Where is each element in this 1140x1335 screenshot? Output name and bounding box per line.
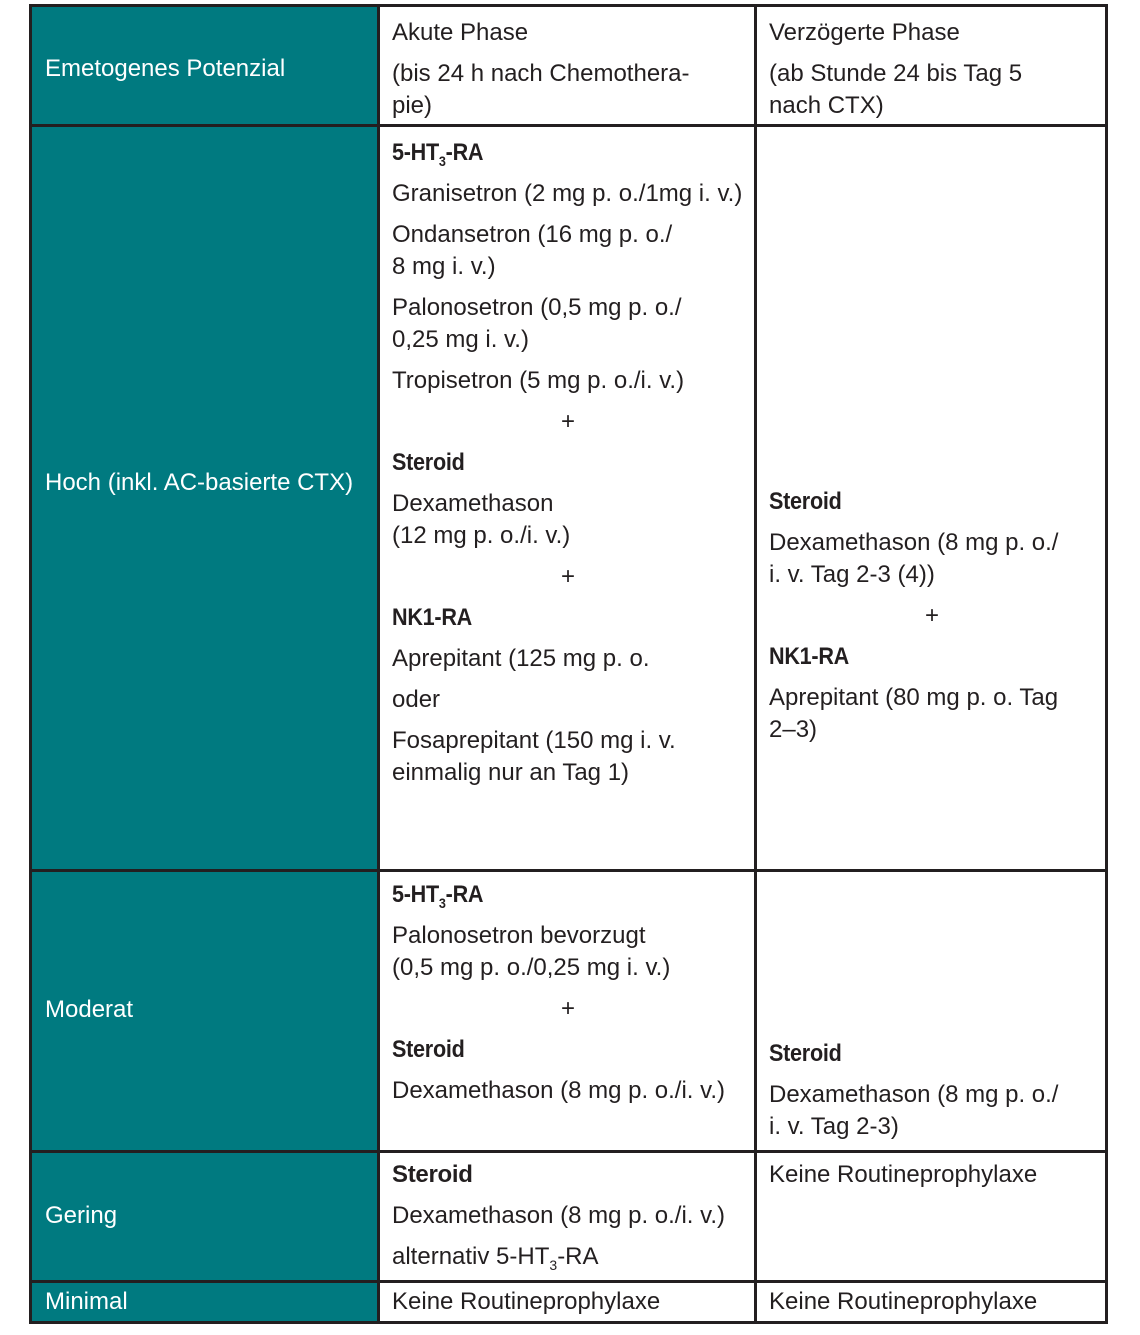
hoch-nk1-heading: NK1-RA xyxy=(392,604,472,631)
minimal-label-cell xyxy=(32,1283,377,1321)
moderat-steroid-heading: Steroid xyxy=(392,1036,465,1063)
row-gering xyxy=(32,1150,1105,1280)
hoch-ht3-heading: $5-HT_3-RA$ xyxy=(392,139,484,169)
moderat-label: Moderat xyxy=(45,996,134,1023)
hoch-delayed-plus: + xyxy=(924,602,939,629)
header-potenzial-label: Emetogenes Potenzial xyxy=(45,55,286,82)
gering-dexamethason: Dexamethason (8 mg p. o./i. v.) xyxy=(392,1202,726,1229)
minimal-acute-text: Keine Routineprophylaxe xyxy=(392,1288,661,1315)
hoch-delayed-cell xyxy=(754,127,1105,869)
row-moderat xyxy=(32,869,1105,1150)
hoch-acute-cell xyxy=(377,127,754,869)
gering-steroid-heading: Steroid xyxy=(392,1161,473,1188)
antiemesis-table xyxy=(29,4,1108,1324)
hoch-label-cell xyxy=(32,127,377,869)
row-minimal xyxy=(32,1280,1105,1321)
header-cell-akut xyxy=(377,7,754,127)
header-cell-verzoegert xyxy=(754,7,1105,127)
minimal-label: Minimal xyxy=(45,1288,128,1315)
moderat-palonosetron: Palonosetron bevorzugt (0,5 mg p. o./0,25 mg i. v.) xyxy=(392,922,671,981)
header-cell-potenzial xyxy=(32,7,377,127)
header-akut-title: Akute Phase xyxy=(392,19,529,46)
moderat-dexamethason: Dexamethason (8 mg p. o./i. v.) xyxy=(392,1077,726,1104)
minimal-acute-cell xyxy=(377,1283,754,1321)
moderat-ht3-heading: $5-HT_3-RA$ xyxy=(392,881,484,911)
moderat-acute-cell xyxy=(377,872,754,1150)
hoch-palonosetron: Palonosetron (0,5 mg p. o./ 0,25 mg i. v.) xyxy=(392,294,682,353)
hoch-aprepitant: Aprepitant (125 mg p. o. xyxy=(392,645,650,672)
hoch-delayed-dexamethason: Dexamethason (8 mg p. o./ i. v. Tag 2-3 (4)) xyxy=(769,529,1059,588)
hoch-oder: oder xyxy=(392,686,441,713)
moderat-delayed-steroid-heading: Steroid xyxy=(769,1040,842,1067)
gering-delayed-text: Keine Routineprophylaxe xyxy=(769,1161,1038,1188)
header-verzoegert-sub2: nach CTX) xyxy=(769,92,884,119)
header-verzoegert-sub1: (ab Stunde 24 bis Tag 5 xyxy=(769,60,1023,87)
row-hoch xyxy=(32,124,1105,869)
gering-alternativ: alternativ $5-HT_3-RA$ xyxy=(392,1243,599,1273)
hoch-ondansetron: Ondansetron (16 mg p. o./ 8 mg i. v.) xyxy=(392,221,673,280)
moderat-delayed-cell xyxy=(754,872,1105,1150)
hoch-delayed-nk1-heading: NK1-RA xyxy=(769,643,849,670)
gering-acute-cell xyxy=(377,1153,754,1280)
gering-delayed-cell xyxy=(754,1153,1105,1280)
header-row xyxy=(32,7,1105,127)
hoch-delayed-aprepitant: Aprepitant (80 mg p. o. Tag 2–3) xyxy=(769,684,1059,743)
gering-label-cell xyxy=(32,1153,377,1280)
minimal-delayed-cell xyxy=(754,1283,1105,1321)
moderat-delayed-dexamethason: Dexamethason (8 mg p. o./ i. v. Tag 2-3) xyxy=(769,1081,1059,1140)
header-akut-sub1: (bis 24 h nach Chemothera- xyxy=(392,60,690,87)
hoch-fosaprepitant: Fosaprepitant (150 mg i. v. einmalig nur an Tag 1) xyxy=(392,727,676,786)
header-verzoegert-title: Verzögerte Phase xyxy=(769,19,960,46)
hoch-plus-1: + xyxy=(560,408,575,435)
header-akut-sub2: pie) xyxy=(392,92,433,119)
hoch-tropisetron: Tropisetron (5 mg p. o./i. v.) xyxy=(392,367,685,394)
hoch-steroid-heading: Steroid xyxy=(392,449,465,476)
hoch-delayed-steroid-heading: Steroid xyxy=(769,488,842,515)
moderat-label-cell xyxy=(32,872,377,1150)
gering-label: Gering xyxy=(45,1202,118,1229)
hoch-plus-2: + xyxy=(560,563,575,590)
moderat-plus: + xyxy=(560,995,575,1022)
hoch-label: Hoch (inkl. AC-basierte CTX) xyxy=(45,469,354,496)
hoch-granisetron: Granisetron (2 mg p. o./1mg i. v.) xyxy=(392,180,743,207)
minimal-delayed-text: Keine Routineprophylaxe xyxy=(769,1288,1038,1315)
hoch-dexamethason: Dexamethason (12 mg p. o./i. v.) xyxy=(392,490,571,549)
